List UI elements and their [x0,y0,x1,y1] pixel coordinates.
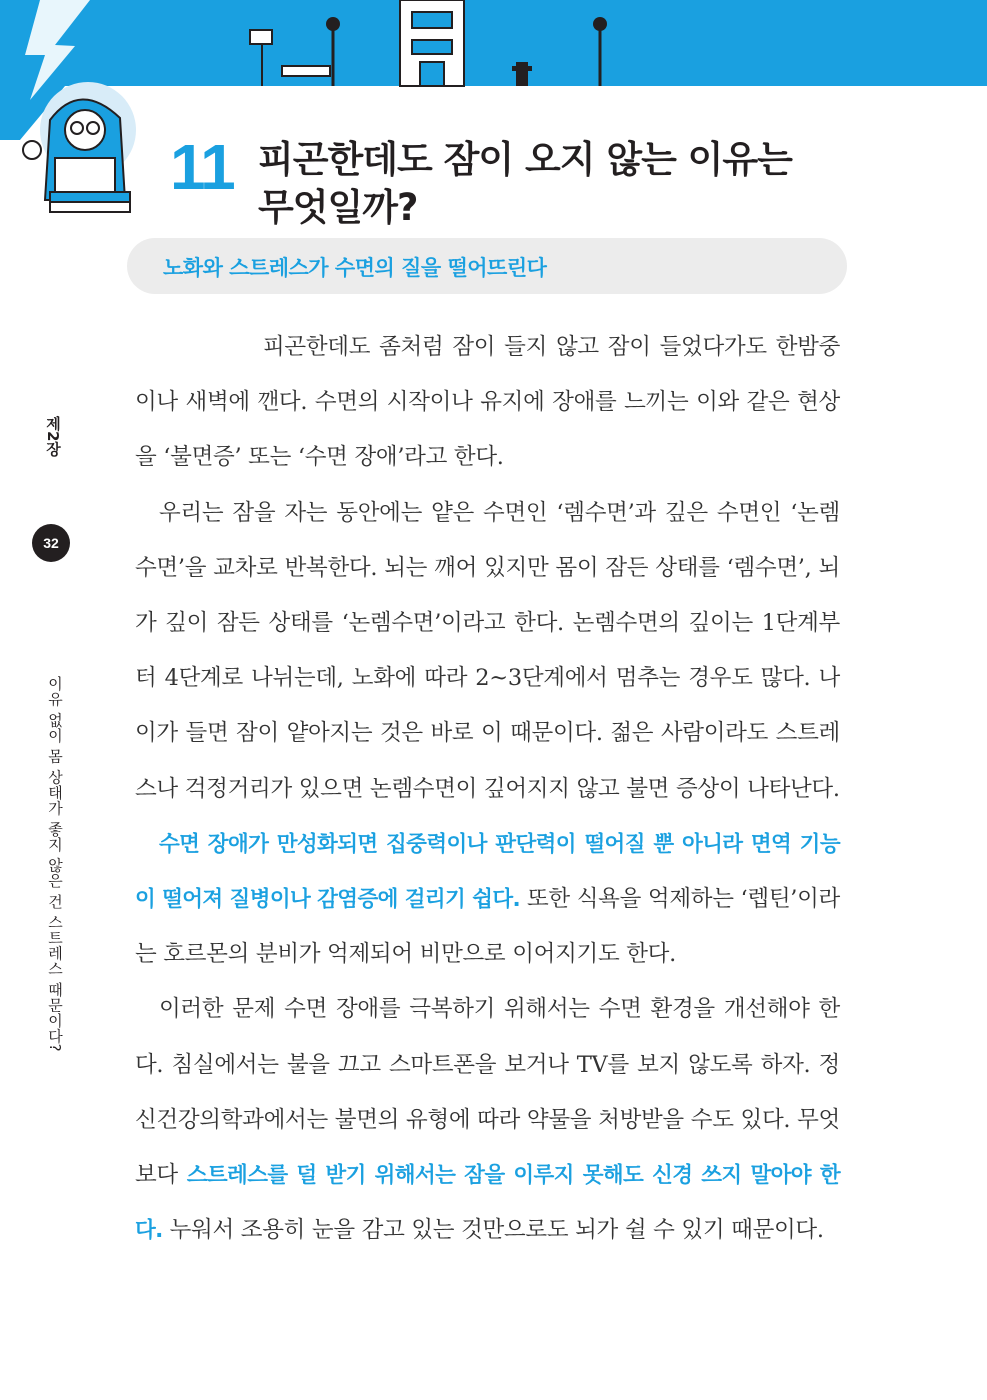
title-line-2: 무엇일까? [258,186,418,229]
chapter-label: 제2장 [44,416,62,457]
highlight-text: 수면 장애가 만성화되면 집중력이나 판단력이 떨어질 뿐 아니라 면역 기능이 떨어져 질병이나 감염증에 걸리기 쉽다. [135,831,840,913]
page-number-badge: 32 [32,524,70,562]
paragraph-4-start: 이러한 문제 수면 장애를 극복하기 위해서는 수면 환경을 개선해야 한다. 침실에서는 불을 끄고 스마트폰을 보거나 TV를 보지 않도록 하자. 정신건강의학과에서는 불면의 유형에 따라 약물을 처방받을 수도 있다. 무엇보다 [135,996,840,1189]
title-line-1: 피곤한데도 잠이 오지 않는 이유는 [258,138,792,181]
reading-woman-illustration [10,80,160,220]
highlight-text-2: 스트레스를 덜 받기 위해서는 잠을 이루지 못해도 신경 쓰지 말아야 한다. [135,1163,840,1244]
paragraph-4-end: 누워서 조용히 눈을 감고 있는 것만으로도 뇌가 쉴 수 있기 때문이다. [162,1217,824,1244]
paragraph-4 [135,982,840,1258]
chapter-number: 11 [170,131,234,203]
body-text [135,320,840,1258]
running-title: 이유 없이 몸 상태가 좋지 않은 건 스트레스 때문이다? [46,676,64,1053]
subtitle-text: 노화와 스트레스가 수면의 질을 떨어뜨린다 [163,256,547,280]
paragraph-3 [135,817,840,983]
subtitle-bar [127,238,847,294]
paragraph-1: 피곤한데도 좀처럼 잠이 들지 않고 잠이 들었다가도 한밤중이나 새벽에 깬다. 수면의 시작이나 유지에 장애를 느끼는 이와 같은 현상을 ‘불면증’ 또는 ‘수면 장애’라고 한다. [135,334,840,471]
paragraph-3-rest: 또한 식욕을 억제하는 ‘렙틴’이라는 호르몬의 분비가 억제되어 비만으로 이어지기도 한다. [135,886,840,968]
page-title [258,136,858,232]
paragraph-2: 우리는 잠을 자는 동안에는 얕은 수면인 ‘렘수면’과 깊은 수면인 ‘논렘수면’을 교차로 반복한다. 뇌는 깨어 있지만 몸이 잠든 상태를 ‘렘수면’, 뇌가 깊이 잠든 상태를 ‘논렘수면’이라고 한다. 논렘수면의 깊이는 1단계부터 4단계로 나뉘는데, 노화에 따라 2~3단계에서 멈추는 경우도 많다. 나이가 들면 잠이 얕아지는 것은 바로 이 때문이다. 젊은 사람이라도 스트레스나 걱정거리가 있으면 논렘수면이 깊어지지 않고 불면 증상이 나타난다. [135,499,840,802]
